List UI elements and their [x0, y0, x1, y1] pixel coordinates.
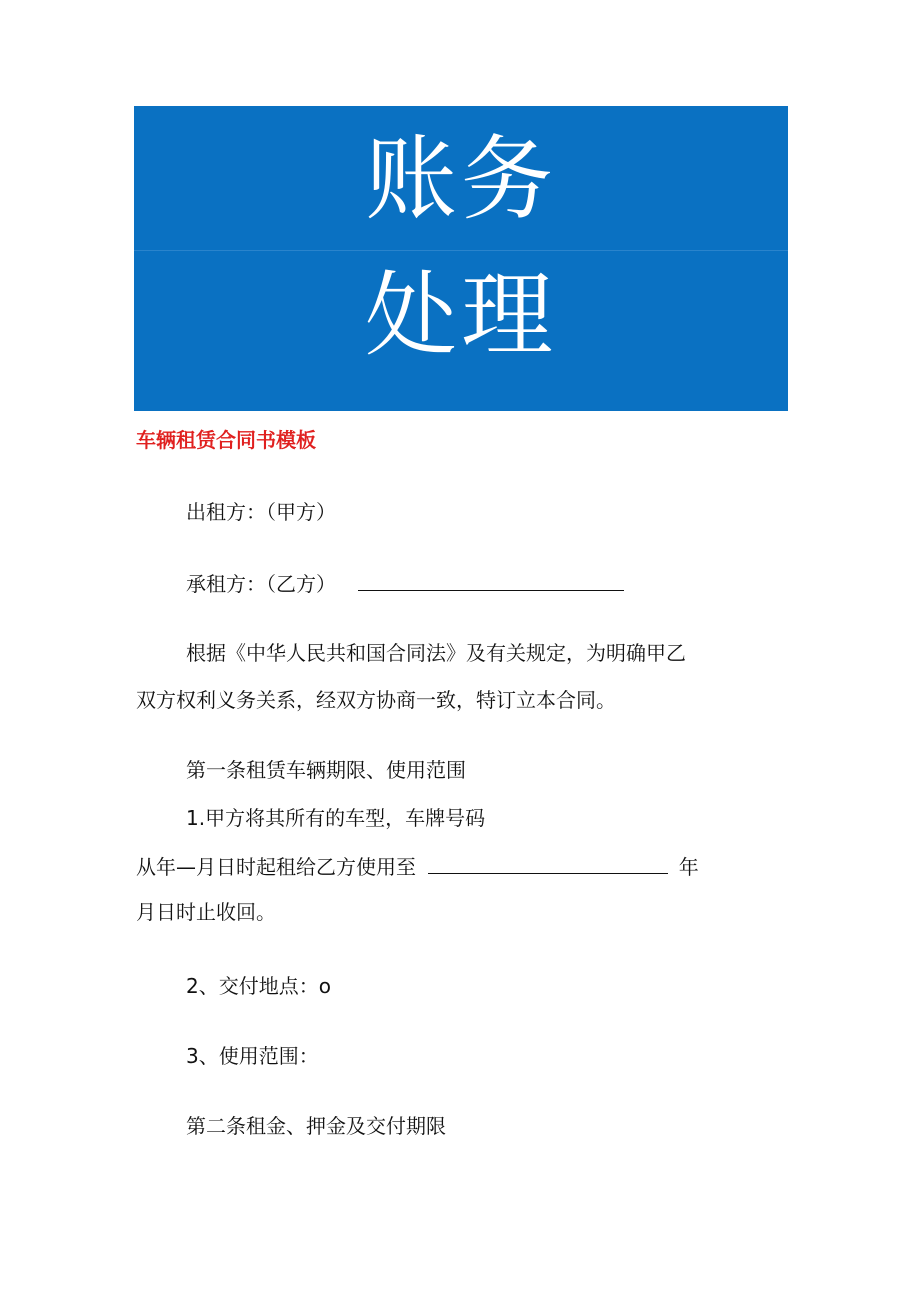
item-1-line-1: 1.甲方将其所有的车型，车牌号码: [186, 806, 486, 830]
document-title: 车辆租赁合同书模板: [136, 428, 316, 452]
article-2-heading: 第二条租金、押金及交付期限: [186, 1114, 446, 1138]
lessee-label: 承租方：（乙方）: [186, 572, 336, 596]
preamble-line-2: 双方权利义务关系，经双方协商一致，特订立本合同。: [136, 688, 616, 712]
item-1-line-2-start: 从年—月日时起租给乙方使用至: [136, 855, 416, 879]
end-date-blank-field[interactable]: [428, 851, 668, 874]
item-3-usage-scope: 3、使用范围：: [186, 1044, 319, 1068]
cover-banner: [134, 106, 788, 411]
lessee-blank-field[interactable]: [358, 568, 624, 591]
item-1-line-3: 月日时止收回。: [136, 900, 276, 924]
item-2-delivery-location: 2、交付地点：o: [186, 974, 331, 998]
banner-title-line-2: 处理: [364, 262, 557, 369]
lessor-line: [186, 498, 336, 526]
preamble-line-1: 根据《中华人民共和国合同法》及有关规定，为明确甲乙: [186, 641, 686, 665]
item-1-line-2-end: 年: [678, 855, 699, 879]
lessor-label: 出租方：（甲方）: [186, 500, 336, 524]
banner-divider: [134, 250, 788, 251]
lessee-line: [186, 568, 624, 598]
article-1-heading: 第一条租赁车辆期限、使用范围: [186, 758, 466, 782]
item-1-line-2: [136, 851, 699, 881]
banner-title-line-1: 账务: [364, 126, 557, 233]
